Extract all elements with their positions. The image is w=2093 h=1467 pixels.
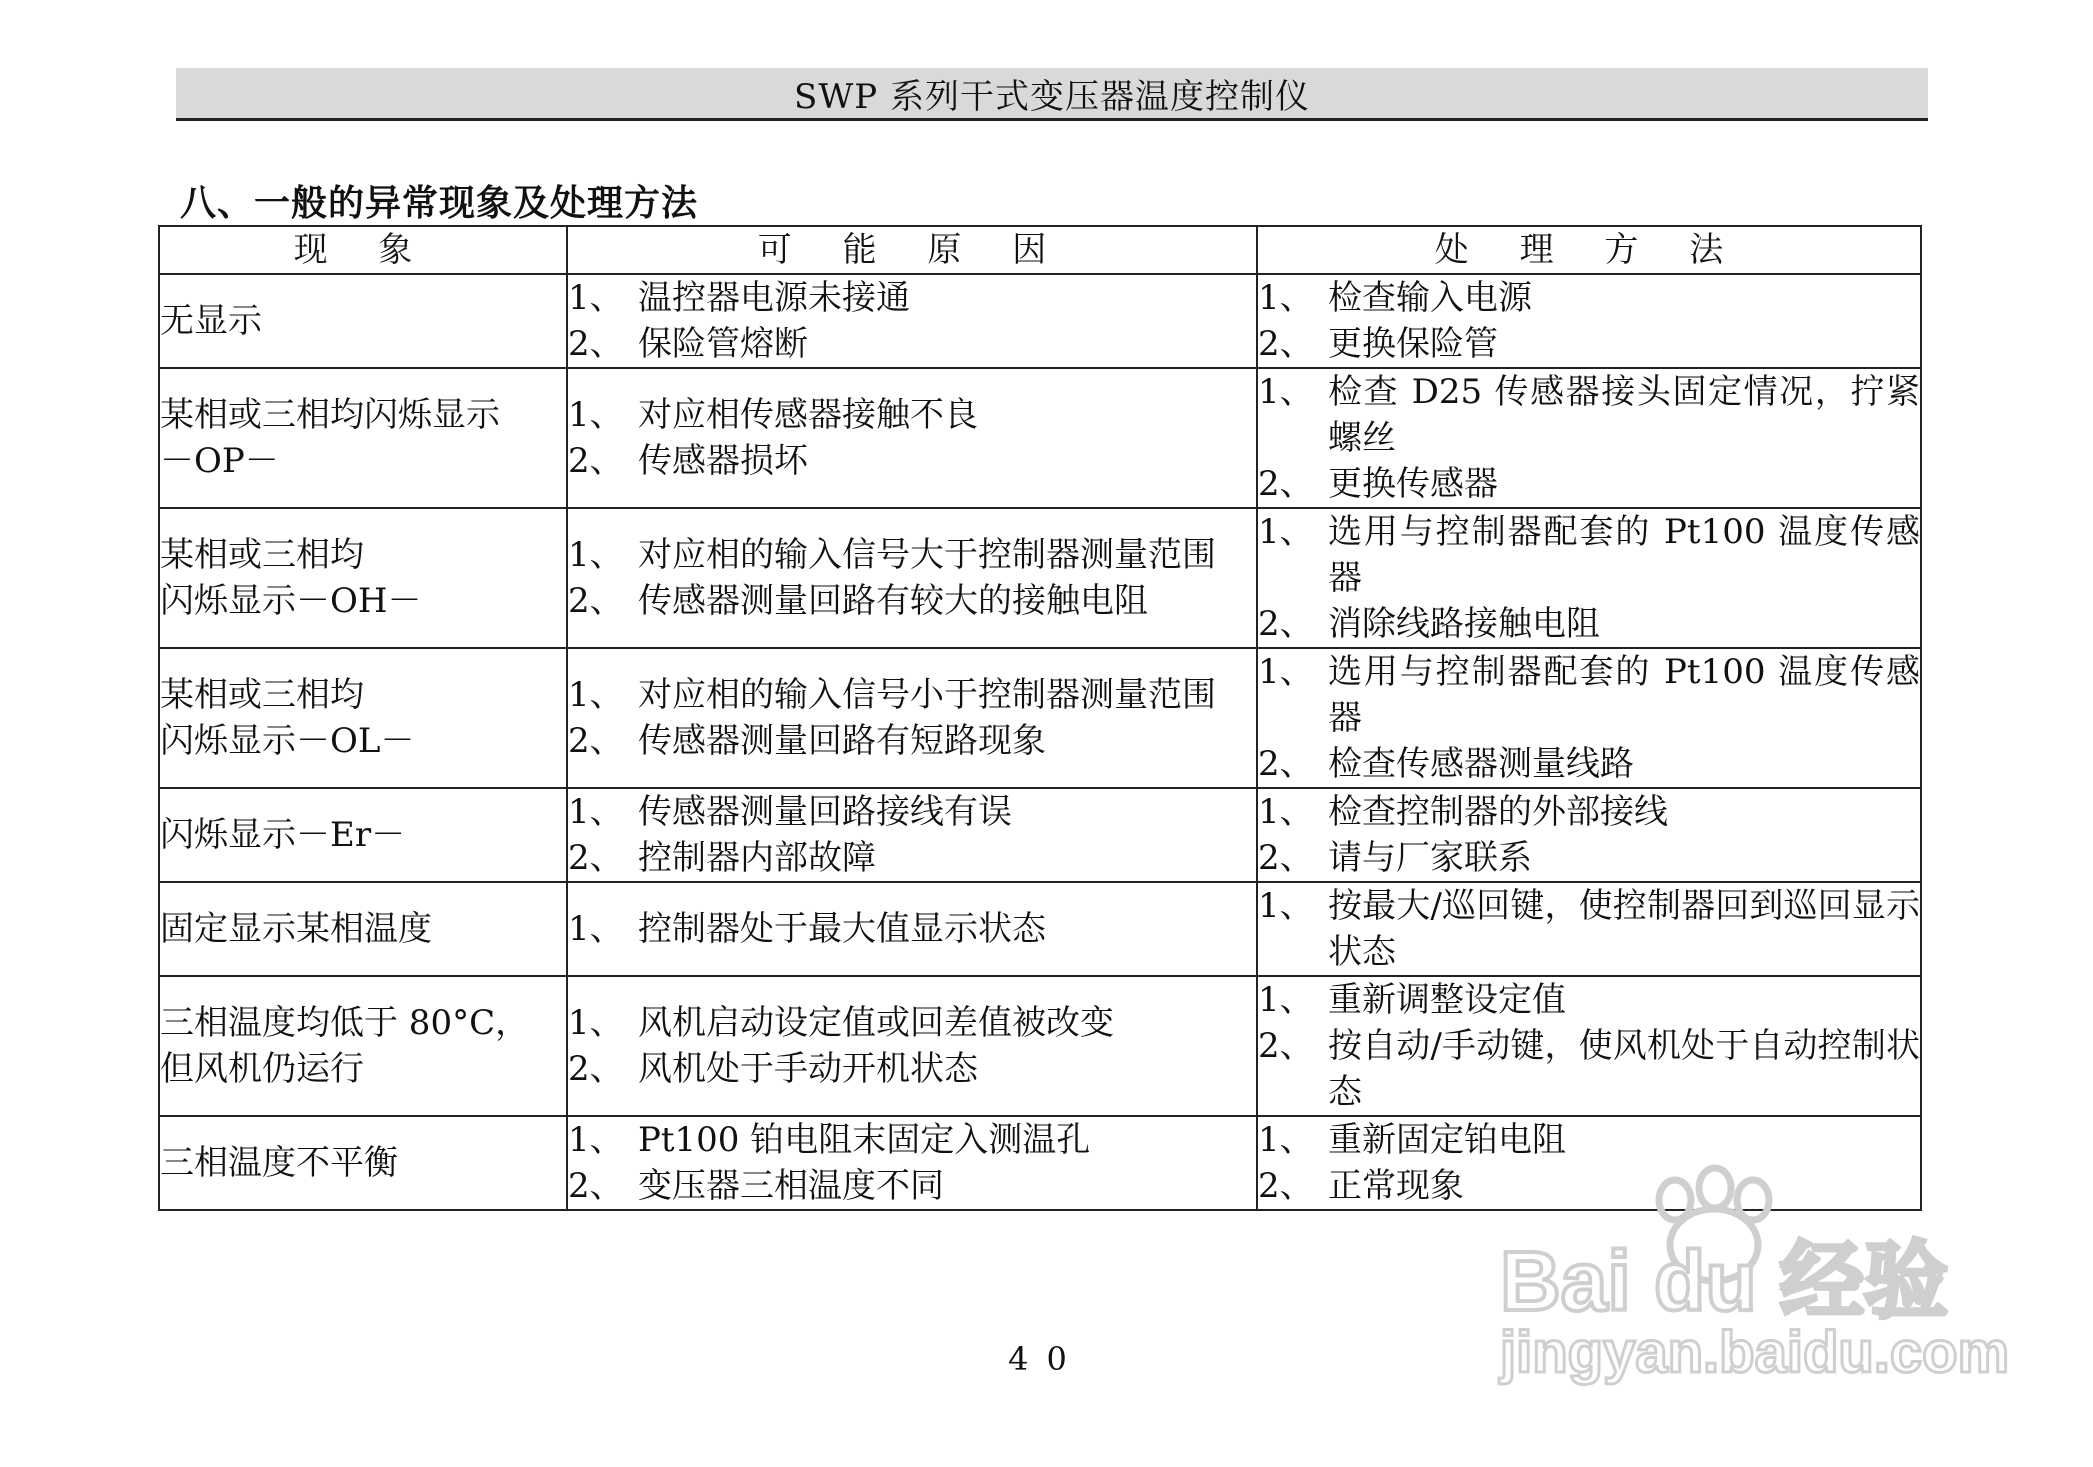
solution-item: [1258, 649, 1920, 741]
item-text: 更换传感器: [1328, 464, 1498, 504]
item-text: 选用与控制器配套的 Pt100 温度传感器: [1328, 652, 1920, 738]
phenomenon-cell: [159, 508, 567, 648]
item-number: 2、: [1258, 464, 1314, 504]
cause-item: [568, 532, 1256, 578]
item-text: 变压器三相温度不同: [638, 1166, 944, 1206]
item-text: 传感器测量回路有较大的接触电阻: [638, 581, 1148, 621]
item-text: 按最大/巡回键，使控制器回到巡回显示状态: [1328, 886, 1920, 972]
phenomenon-line: 三相温度不平衡: [160, 1143, 398, 1183]
item-text: 温控器电源未接通: [638, 278, 910, 318]
phenomenon-line: 闪烁显示－OL－: [160, 721, 415, 761]
phenomenon-line: 某相或三相均: [160, 675, 364, 715]
item-text: 请与厂家联系: [1328, 838, 1532, 878]
cause-item: [568, 835, 1256, 881]
item-number: 1、: [1258, 886, 1314, 926]
item-text: 风机处于手动开机状态: [638, 1049, 978, 1089]
solution-item: [1258, 789, 1920, 835]
phenomenon-cell: [159, 1116, 567, 1210]
solution-cell: [1257, 508, 1921, 648]
solution-cell: [1257, 648, 1921, 788]
solution-item: [1258, 461, 1920, 507]
phenomenon-line: 闪烁显示－Er－: [160, 815, 406, 855]
item-number: 1、: [568, 535, 624, 575]
item-number: 1、: [568, 792, 624, 832]
item-text: 更换保险管: [1328, 324, 1498, 364]
item-text: 控制器处于最大值显示状态: [638, 909, 1046, 949]
solution-item: [1258, 835, 1920, 881]
phenomenon-line: 闪烁显示－OH－: [160, 581, 422, 621]
phenomenon-line: 某相或三相均: [160, 535, 364, 575]
watermark-url: jingyan.baidu.com: [1500, 1320, 2010, 1385]
item-number: 1、: [1258, 792, 1314, 832]
item-number: 1、: [568, 909, 624, 949]
solution-item: [1258, 1117, 1920, 1163]
item-text: 消除线路接触电阻: [1328, 604, 1600, 644]
cause-item: [568, 1117, 1256, 1163]
item-number: 2、: [1258, 324, 1314, 364]
item-number: 2、: [1258, 604, 1314, 644]
solution-cell: [1257, 368, 1921, 508]
cause-cell: [567, 788, 1257, 882]
item-text: 传感器测量回路有短路现象: [638, 721, 1046, 761]
cause-cell: [567, 1116, 1257, 1210]
solution-item: [1258, 883, 1920, 975]
table-row: [159, 788, 1921, 882]
item-number: 1、: [568, 395, 624, 435]
solution-item: [1258, 1023, 1920, 1115]
header-solutions: 处 理 方 法: [1257, 226, 1921, 274]
table-row: [159, 274, 1921, 368]
item-number: 2、: [568, 1049, 624, 1089]
page-number: 40: [1008, 1340, 1085, 1378]
solution-item: [1258, 509, 1920, 601]
item-number: 1、: [1258, 1120, 1314, 1160]
item-number: 2、: [568, 324, 624, 364]
item-text: 对应相的输入信号大于控制器测量范围: [638, 535, 1216, 575]
cause-item: [568, 672, 1256, 718]
item-text: 检查控制器的外部接线: [1328, 792, 1668, 832]
table-header-row: [159, 226, 1921, 274]
item-number: 2、: [568, 441, 624, 481]
cause-cell: [567, 976, 1257, 1116]
cause-item: [568, 789, 1256, 835]
item-number: 2、: [568, 838, 624, 878]
cause-cell: [567, 274, 1257, 368]
troubleshooting-table: [158, 225, 1922, 1211]
item-number: 1、: [1258, 512, 1314, 552]
phenomenon-cell: [159, 274, 567, 368]
solution-item: [1258, 1163, 1920, 1209]
phenomenon-line: 固定显示某相温度: [160, 909, 432, 949]
cause-item: [568, 578, 1256, 624]
table-row: [159, 648, 1921, 788]
solution-cell: [1257, 1116, 1921, 1210]
phenomenon-cell: [159, 648, 567, 788]
phenomenon-cell: [159, 976, 567, 1116]
item-number: 1、: [1258, 278, 1314, 318]
header-phenomenon: 现 象: [159, 226, 567, 274]
cause-cell: [567, 648, 1257, 788]
cause-item: [568, 1163, 1256, 1209]
item-number: 1、: [568, 278, 624, 318]
item-text: 按自动/手动键，使风机处于自动控制状态: [1328, 1026, 1920, 1112]
phenomenon-line: 无显示: [160, 301, 262, 341]
phenomenon-cell: [159, 788, 567, 882]
item-text: 传感器损坏: [638, 441, 808, 481]
item-number: 2、: [1258, 838, 1314, 878]
solution-cell: [1257, 788, 1921, 882]
cause-item: [568, 275, 1256, 321]
item-number: 2、: [1258, 744, 1314, 784]
table-row: [159, 368, 1921, 508]
phenomenon-line: 但风机仍运行: [160, 1049, 364, 1089]
table-row: [159, 508, 1921, 648]
cause-item: [568, 1046, 1256, 1092]
solution-item: [1258, 369, 1920, 461]
phenomenon-cell: [159, 882, 567, 976]
cause-item: [568, 906, 1256, 952]
item-text: 传感器测量回路接线有误: [638, 792, 1012, 832]
table-row: [159, 1116, 1921, 1210]
phenomenon-line: 三相温度均低于 80°C，: [160, 1003, 530, 1043]
cause-cell: [567, 882, 1257, 976]
item-text: 控制器内部故障: [638, 838, 876, 878]
item-number: 1、: [1258, 372, 1314, 412]
cause-item: [568, 438, 1256, 484]
phenomenon-line: －OP－: [160, 441, 279, 481]
cause-item: [568, 321, 1256, 367]
header-causes: 可 能 原 因: [567, 226, 1257, 274]
phenomenon-cell: [159, 368, 567, 508]
solution-cell: [1257, 882, 1921, 976]
solution-item: [1258, 321, 1920, 367]
item-number: 1、: [568, 1120, 624, 1160]
document-header: [176, 68, 1928, 121]
solution-item: [1258, 741, 1920, 787]
table-row: [159, 976, 1921, 1116]
item-text: 正常现象: [1328, 1166, 1464, 1206]
item-number: 2、: [568, 581, 624, 621]
item-text: 检查 D25 传感器接头固定情况，拧紧螺丝: [1328, 372, 1920, 458]
item-number: 2、: [1258, 1026, 1314, 1066]
solution-item: [1258, 275, 1920, 321]
solution-item: [1258, 601, 1920, 647]
item-text: 检查传感器测量线路: [1328, 744, 1634, 784]
item-number: 2、: [1258, 1166, 1314, 1206]
cause-item: [568, 1000, 1256, 1046]
table-row: [159, 882, 1921, 976]
item-text: 对应相的输入信号小于控制器测量范围: [638, 675, 1216, 715]
cause-cell: [567, 508, 1257, 648]
watermark-brand: Bai du 经验: [1500, 1234, 1949, 1328]
section-title: 八、一般的异常现象及处理方法: [180, 182, 699, 224]
item-number: 1、: [568, 1003, 624, 1043]
solution-cell: [1257, 976, 1921, 1116]
solution-cell: [1257, 274, 1921, 368]
item-text: 保险管熔断: [638, 324, 808, 364]
item-number: 2、: [568, 721, 624, 761]
item-number: 2、: [568, 1166, 624, 1206]
item-text: 重新调整设定值: [1328, 980, 1566, 1020]
item-number: 1、: [1258, 980, 1314, 1020]
item-text: 重新固定铂电阻: [1328, 1120, 1566, 1160]
phenomenon-line: 某相或三相均闪烁显示: [160, 395, 500, 435]
item-number: 1、: [1258, 652, 1314, 692]
cause-cell: [567, 368, 1257, 508]
item-text: 对应相传感器接触不良: [638, 395, 978, 435]
item-text: Pt100 铂电阻末固定入测温孔: [638, 1120, 1091, 1160]
cause-item: [568, 718, 1256, 764]
document-title: SWP 系列干式变压器温度控制仪: [794, 76, 1310, 117]
item-text: 检查输入电源: [1328, 278, 1532, 318]
cause-item: [568, 392, 1256, 438]
solution-item: [1258, 977, 1920, 1023]
item-number: 1、: [568, 675, 624, 715]
item-text: 风机启动设定值或回差值被改变: [638, 1003, 1114, 1043]
item-text: 选用与控制器配套的 Pt100 温度传感器: [1328, 512, 1920, 598]
